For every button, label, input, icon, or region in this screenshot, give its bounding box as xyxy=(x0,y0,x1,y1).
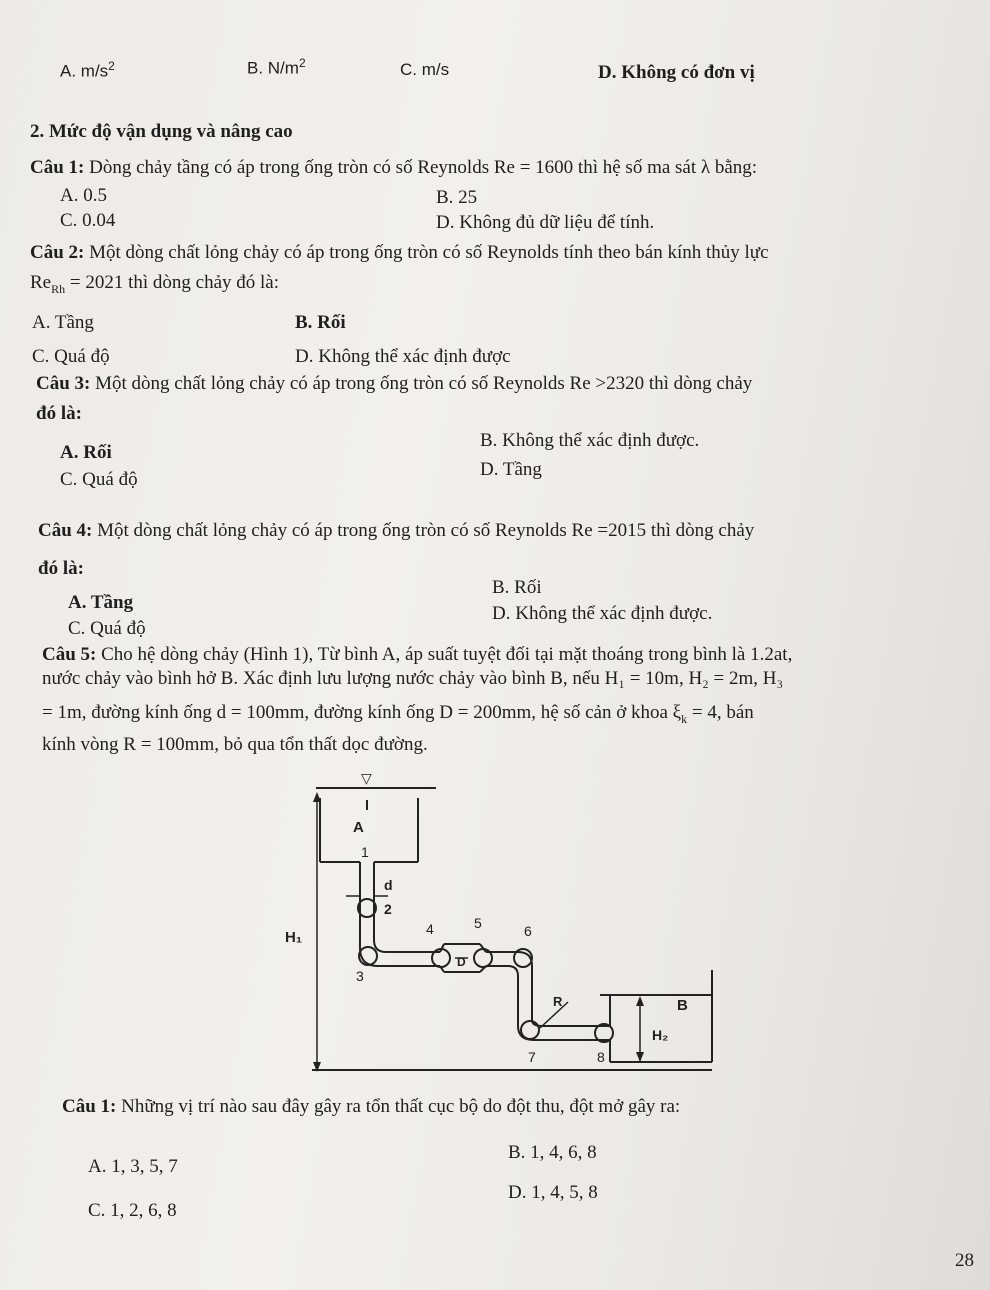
point-label-3: 3 xyxy=(356,968,364,984)
loss-marker-7 xyxy=(521,1021,539,1039)
subq1-option-d: D. 1, 4, 5, 8 xyxy=(508,1182,598,1203)
q2-option-d: D. Không thể xác định được xyxy=(295,346,511,367)
tank-b-label: B xyxy=(677,997,688,1014)
q1-option-d: D. Không đủ dữ liệu để tính. xyxy=(436,212,655,233)
q1-option-c: C. 0.04 xyxy=(60,210,116,231)
loss-marker-5 xyxy=(474,949,492,967)
r-label: R xyxy=(553,994,563,1009)
q3-option-c: C. Quá độ xyxy=(60,469,138,490)
q2-stem-line2: $Re_{Rh} = 2021$ thì dòng chảy đó là: xyxy=(30,272,280,296)
q5-stem-line1: Câu 5: Cho hệ dòng chảy (Hình 1), Từ bình A, áp suất tuyệt đối tại mặt thoáng trong bình là 1.2at, xyxy=(42,644,793,665)
q3-option-a: A. Rối xyxy=(60,442,112,463)
q3-option-d: D. Tầng xyxy=(480,459,542,480)
subq1-option-b: B. 1, 4, 6, 8 xyxy=(508,1142,597,1163)
point-label-1: 1 xyxy=(361,844,369,860)
subq1-option-a: A. 1, 3, 5, 7 xyxy=(88,1156,178,1177)
q4-option-a: A. Tầng xyxy=(68,592,134,613)
q4-option-c: C. Quá độ xyxy=(68,618,146,639)
point-label-5: 5 xyxy=(474,915,482,931)
subq1-stem: Câu 1: Những vị trí nào sau đây gây ra tổn thất cục bộ do đột thu, đột mở gây ra: xyxy=(62,1096,681,1117)
d-small-label: d xyxy=(384,877,393,893)
q3-stem-line1: Câu 3: Một dòng chất lỏng chảy có áp trong ống tròn có số Reynolds Re >2320 thì dòng chảy xyxy=(36,373,753,394)
point-label-2: 2 xyxy=(384,901,392,917)
q2-stem-line1: Câu 2: Một dòng chất lỏng chảy có áp trong ống tròn có số Reynolds tính theo bán kính thủy lực xyxy=(30,242,769,263)
option-b: B. $N/m^2$ xyxy=(247,56,306,78)
q5-stem-line3: = 1m, đường kính ống d = 100mm, đường kính ống D = 200mm, hệ số cản ở khoa $\xi_k = 4$, bán xyxy=(42,702,754,726)
q1-option-a: A. 0.5 xyxy=(60,185,107,206)
q2-option-a: A. Tầng xyxy=(32,312,94,333)
point-label-8: 8 xyxy=(597,1049,605,1065)
q4-stem-line2: đó là: xyxy=(38,558,84,579)
point-label-7: 7 xyxy=(528,1049,536,1065)
point-label-4: 4 xyxy=(426,921,434,937)
point-label-6: 6 xyxy=(524,923,532,939)
q3-option-b: B. Không thể xác định được. xyxy=(480,430,700,451)
free-surface-symbol: ▽ xyxy=(361,770,372,786)
q3-stem-line2: đó là: xyxy=(36,403,82,424)
q1-option-b: B. 25 xyxy=(436,187,478,208)
q1-stem: Câu 1: Dòng chảy tầng có áp trong ống tròn có số Reynolds Re = 1600 thì hệ số ma sát λ bằng: xyxy=(30,157,758,178)
q5-stem-line2: nước chảy vào bình hở B. Xác định lưu lượng nước chảy vào bình B, nếu H₁ = 10m, H₂ = 2m, H₃ xyxy=(42,668,784,689)
q4-stem-line1: Câu 4: Một dòng chất lỏng chảy có áp trong ống tròn có số Reynolds Re =2015 thì dòng chảy xyxy=(38,520,755,541)
q2-option-b: B. Rối xyxy=(295,312,346,333)
option-a: A. $m/s^2$ xyxy=(60,59,115,81)
h1-label: H₁ xyxy=(285,929,303,946)
page-number: 28 xyxy=(955,1250,974,1271)
d-big-label: D xyxy=(457,955,466,969)
option-d: D. Không có đơn vị xyxy=(598,62,755,83)
q5-stem-line4: kính vòng R = 100mm, bỏ qua tổn thất dọc đường. xyxy=(42,734,428,755)
q2-option-c: C. Quá độ xyxy=(32,346,110,367)
subq1-option-c: C. 1, 2, 6, 8 xyxy=(88,1200,177,1221)
tank-a-label: A xyxy=(353,819,364,836)
option-c: C. m/s xyxy=(400,60,450,79)
q4-option-b: B. Rối xyxy=(492,577,542,598)
h2-label: H₂ xyxy=(652,1027,669,1043)
q4-option-d: D. Không thể xác định được. xyxy=(492,603,713,624)
section-heading: 2. Mức độ vận dụng và nâng cao xyxy=(30,121,293,142)
